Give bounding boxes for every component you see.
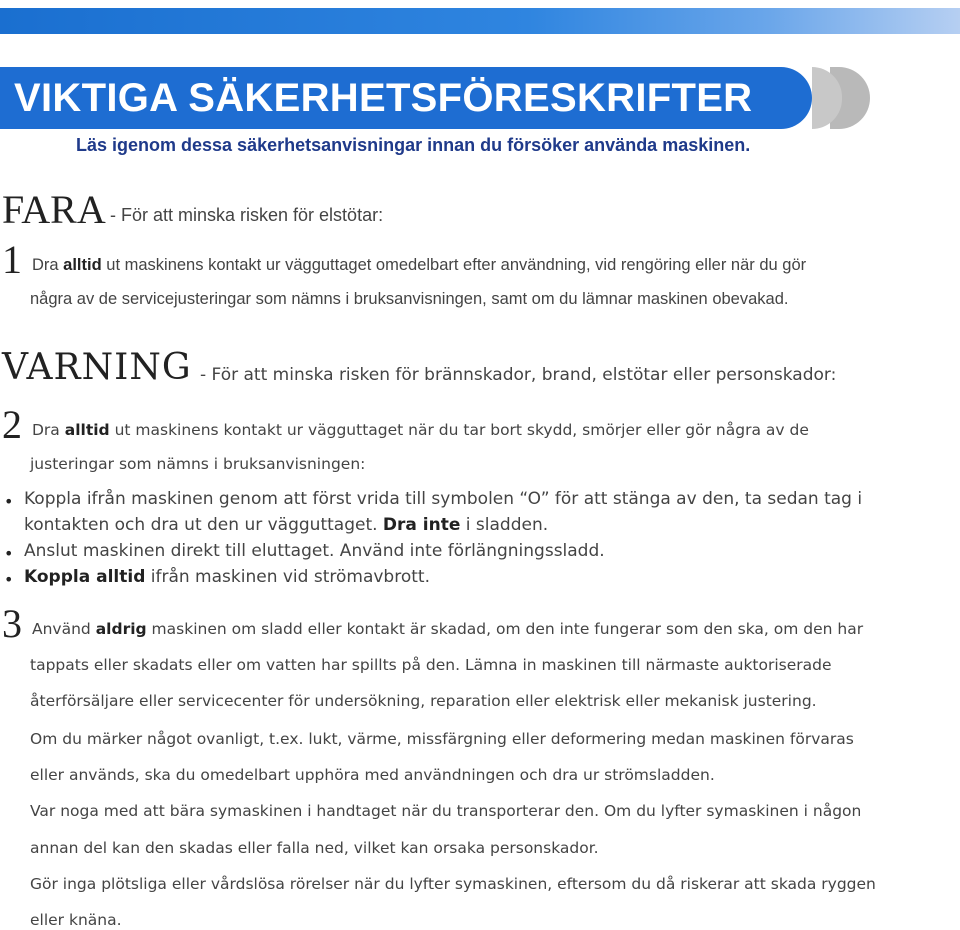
bullet2-line: Anslut maskinen direkt till eluttaget. Använd inte förlängningssladd.: [24, 541, 605, 561]
bullet-marker: •: [4, 570, 14, 589]
bullet-marker: •: [4, 544, 14, 563]
bullet3-line: Koppla alltid ifrån maskinen vid strömavbrott.: [24, 567, 430, 587]
item2-line1: Dra alltid ut maskinens kontakt ur vägguttaget när du tar bort skydd, smörjer eller gör några av de: [32, 421, 809, 439]
bullet-marker: •: [4, 492, 14, 511]
item3-line1: Använd aldrig maskinen om sladd eller kontakt är skadad, om den inte fungerar som den ska, om den har: [32, 620, 864, 638]
fara-heading: FARA: [2, 187, 106, 232]
item-number-1: 1: [2, 237, 22, 282]
page-title: VIKTIGA SÄKERHETSFÖRESKRIFTER: [14, 76, 753, 120]
item1-line1: Dra alltid ut maskinens kontakt ur vägguttaget omedelbart efter användning, vid rengöring eller när du gör: [32, 256, 807, 274]
item1-line2: några av de servicejusteringar som nämns i bruksanvisningen, samt om du lämnar maskinen obevakad.: [30, 290, 789, 308]
item3-line2: tappats eller skadats eller om vatten har spillts på den. Lämna in maskinen till närmaste auktoriserade: [30, 656, 832, 674]
item-number-2: 2: [2, 402, 22, 447]
item3-line3: återförsäljare eller servicecenter för undersökning, reparation eller elektrisk eller mekanisk justering.: [30, 692, 817, 710]
item2-line2: justeringar som nämns i bruksanvisningen:: [30, 455, 366, 473]
item3-line6: Var noga med att bära symaskinen i handtaget när du transporterar den. Om du lyfter symaskinen i någon: [30, 802, 862, 820]
bullet1-line2: kontakten och dra ut den ur vägguttaget. Dra inte i sladden.: [24, 515, 549, 535]
item3-line8: Gör inga plötsliga eller vårdslösa rörelser när du lyfter symaskinen, eftersom du då riskerar att skada ryggen: [30, 875, 876, 893]
item3-line7: annan del kan den skadas eller falla ned, vilket kan orsaka personskador.: [30, 839, 599, 857]
page-subtitle: Läs igenom dessa säkerhetsanvisningar innan du försöker använda maskinen.: [76, 135, 751, 155]
bullet1-line1: Koppla ifrån maskinen genom att först vrida till symbolen “O” för att stänga av den, ta sedan tag i: [24, 489, 863, 509]
item3-line5: eller används, ska du omedelbart upphöra med användningen och dra ur strömsladden.: [30, 766, 715, 784]
item-number-3: 3: [2, 601, 22, 646]
varning-description: - För att minska risken för brännskador, brand, elstötar eller personskador:: [200, 365, 837, 385]
item3-line4: Om du märker något ovanligt, t.ex. lukt, värme, missfärgning eller deformering medan maskinen förvaras: [30, 730, 854, 748]
item3-line9: eller knäna.: [30, 911, 122, 929]
header-stripe: [0, 8, 960, 34]
varning-heading: VARNING: [2, 347, 192, 388]
fara-description: - För att minska risken för elstötar:: [110, 205, 384, 225]
